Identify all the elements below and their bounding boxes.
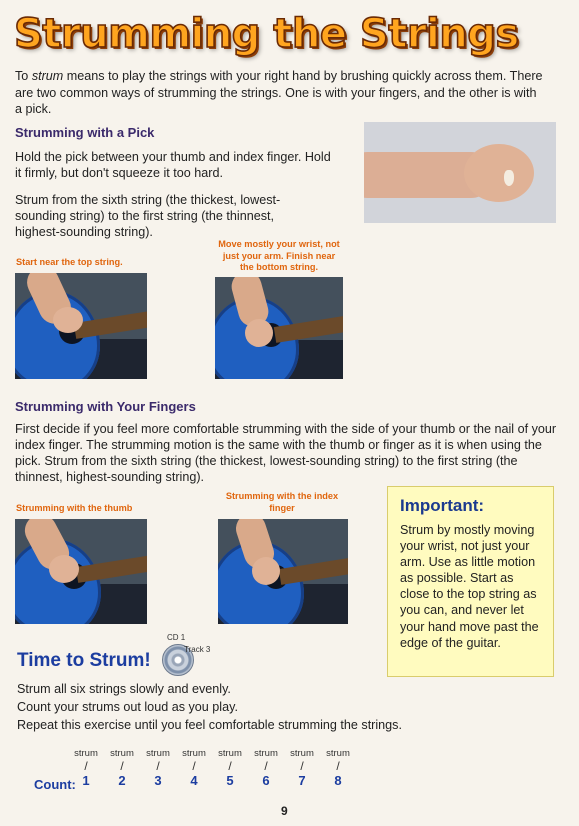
hand-shape [53, 307, 83, 333]
fist-shape [464, 144, 534, 202]
beat-number: 8 [334, 773, 342, 788]
beat-slash: / [300, 759, 304, 773]
guitar-photo-pick-start [15, 273, 147, 379]
beat-4 [176, 748, 212, 788]
count-label: Count: [34, 777, 76, 792]
beat-strum: strum [218, 748, 242, 759]
beat-number: 2 [118, 773, 126, 788]
beat-slash: / [84, 759, 88, 773]
important-heading: Important: [400, 496, 485, 515]
beat-strum: strum [290, 748, 314, 759]
page-title: Strumming the Strings [14, 11, 519, 57]
beat-7 [284, 748, 320, 788]
beat-strum: strum [254, 748, 278, 759]
guitar-photo-thumb [15, 519, 147, 624]
instruction-line: Count your strums out loud as you play. [17, 700, 238, 714]
fingers-paragraph: First decide if you feel more comfortable strumming with the side of your thumb or the nail of your index finger. The strumming motion is the same with the thumb or finger as it is when using the pick. Strum from the sixth string (the thickest, lowest-sounding string) to the first string (the thinnest, highest-sounding string). [15, 422, 557, 484]
important-text: Strum by mostly moving your wrist, not just your arm. Use as little motion as possible. Start as close to the top string as you can, and never let your hand move past the edge of the guitar. [400, 523, 539, 650]
pick-para-2: Strum from the sixth string (the thickest, lowest-sounding string) to the first string (the thinnest, highest-sounding string). [15, 193, 281, 239]
beat-number: 3 [154, 773, 162, 788]
track-label: Track 3 [184, 645, 211, 654]
beat-strum: strum [182, 748, 206, 759]
beat-strum: strum [110, 748, 134, 759]
time-to-strum-heading: Time to Strum! [17, 650, 151, 671]
beat-8 [320, 748, 356, 788]
strum-instructions [17, 681, 557, 733]
instruction-line: Strum all six strings slowly and evenly. [17, 682, 231, 696]
intro-post: means to play the strings with your right hand by brushing quickly across them. There are two common ways of strumming the strings. One is with your fingers, and the other is with a pick. [15, 69, 543, 116]
important-box [387, 486, 554, 677]
intro-pre: To [15, 69, 32, 83]
guitar-photo-index-finger [218, 519, 348, 624]
hand-shape [252, 557, 280, 585]
guitar-photo-pick-finish [215, 277, 343, 379]
cd-label: CD 1 [167, 633, 186, 642]
beat-5 [212, 748, 248, 788]
beat-number: 4 [190, 773, 198, 788]
fingers-heading: Strumming with Your Fingers [15, 399, 196, 414]
beat-slash: / [192, 759, 196, 773]
beat-number: 6 [262, 773, 270, 788]
caption-move-wrist: Move mostly your wrist, not just your arm. Finish near the bottom string. [218, 239, 340, 272]
beat-3 [140, 748, 176, 788]
caption-index-finger: Strumming with the index finger [225, 491, 339, 513]
beat-slash: / [156, 759, 160, 773]
beat-number: 5 [226, 773, 234, 788]
hand-shape [245, 319, 273, 347]
beat-number: 7 [298, 773, 306, 788]
page-number: 9 [281, 804, 288, 818]
beat-6 [248, 748, 284, 788]
beat-slash: / [228, 759, 232, 773]
beat-strum: strum [326, 748, 350, 759]
beat-strum: strum [74, 748, 98, 759]
hand-pick-photo [364, 122, 556, 223]
pick-para-1: Hold the pick between your thumb and index finger. Hold it firmly, but don't squeeze it too hard. [15, 150, 331, 180]
count-grid [68, 748, 368, 798]
beat-strum: strum [146, 748, 170, 759]
hand-shape [49, 555, 79, 583]
caption-thumb: Strumming with the thumb [16, 503, 133, 513]
beat-slash: / [264, 759, 268, 773]
intro-paragraph [15, 68, 545, 118]
beat-slash: / [120, 759, 124, 773]
intro-emph: strum [31, 69, 64, 83]
pick-heading: Strumming with a Pick [15, 125, 155, 140]
instruction-line: Repeat this exercise until you feel comfortable strumming the strings. [17, 718, 402, 732]
beat-slash: / [336, 759, 340, 773]
pick-shape [504, 170, 514, 186]
beat-number: 1 [82, 773, 90, 788]
beat-1 [68, 748, 104, 788]
caption-start-top: Start near the top string. [16, 257, 123, 267]
beat-2 [104, 748, 140, 788]
